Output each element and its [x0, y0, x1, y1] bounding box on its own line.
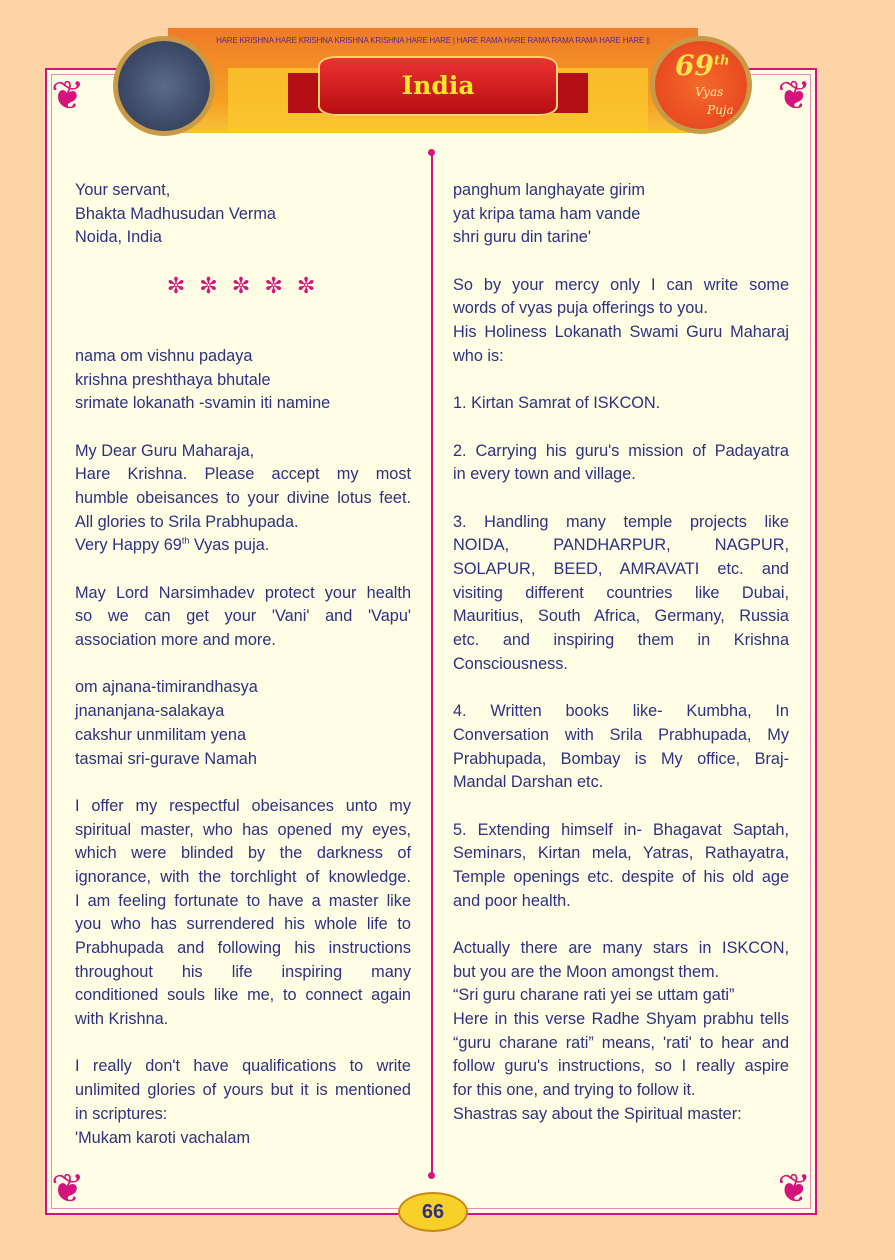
text-line: 1. Kirtan Samrat of ISKCON. — [453, 394, 661, 413]
text-line: krishna preshthaya bhutale — [75, 370, 271, 389]
text-line: Mauritius, South Africa, Germany, Russia — [453, 607, 789, 626]
text-line: tasmai sri-gurave Namah — [75, 749, 257, 768]
page-title: India — [401, 71, 475, 100]
text-line: All glories to Srila Prabhupada. — [75, 512, 299, 531]
text-line: His Holiness Lokanath Swami Guru Maharaj — [453, 323, 789, 342]
text-line: 5. Extending himself in- Bhagavat Saptah, — [453, 820, 789, 839]
text-line: humble obeisances to your divine lotus feet. — [75, 488, 411, 507]
text-line: Noida, India — [75, 228, 162, 247]
text-line: I am feeling fortunate to have a master like — [75, 891, 411, 910]
text-line — [453, 676, 789, 700]
text-line: I really don't have qualifications to write — [75, 1057, 411, 1076]
text-line: Consciousness. — [453, 654, 568, 673]
text-line: and poor health. — [453, 891, 571, 910]
text-line — [453, 795, 789, 819]
text-line: yat kripa tama ham vande — [453, 204, 641, 223]
text-line: in scriptures: — [75, 1104, 168, 1123]
corner-ornament-icon: ❦ — [51, 74, 85, 118]
mantra-text: HARE KRISHNA HARE KRISHNA KRISHNA KRISHNA HARE HARE | HARE RAMA HARE RAMA RAMA RAMA HARE HARE || — [216, 36, 650, 45]
text-line: My Dear Guru Maharaja, — [75, 441, 255, 460]
badge-line2: Puja — [707, 103, 734, 117]
text-line: I offer my respectful obeisances unto my — [75, 796, 411, 815]
divider-dot — [428, 149, 435, 156]
text-line: Actually there are many stars in ISKCON, — [453, 939, 789, 957]
text-line: Hare Krishna. Please accept my most — [75, 465, 411, 484]
text-line: So by your mercy only I can write some — [453, 275, 789, 294]
text-segment: Very Happy 69 — [75, 536, 182, 555]
text-line: SOLAPUR, BEED, AMRAVATI etc. and — [453, 560, 789, 578]
text-line: Your servant, — [75, 181, 171, 199]
text-line: ignorance, with the torchlight of knowledge. — [75, 867, 411, 886]
text-line: om ajnana-timirandhasya — [75, 678, 258, 697]
text-line: “Sri guru charane rati yei se uttam gati” — [453, 986, 735, 1005]
text-line: Here in this verse Radhe Shyam prabhu tells — [453, 1010, 789, 1029]
corner-ornament-icon: ❦ — [777, 1167, 811, 1211]
corner-ornament-icon: ❦ — [777, 74, 811, 118]
text-line — [75, 653, 411, 677]
text-line — [75, 534, 411, 558]
page-number: 66 — [398, 1192, 468, 1232]
text-line: for this one, and trying to follow it. — [453, 1081, 696, 1100]
text-line: “guru charane rati” means, 'rati' to hear and — [453, 1033, 789, 1052]
text-line: words of vyas puja offerings to you. — [453, 299, 708, 318]
text-line: so we can get your 'Vani' and 'Vapu' — [75, 607, 411, 626]
text-line — [75, 297, 411, 321]
text-line: which were blinded by the darkness of — [75, 844, 411, 863]
text-line: etc. and inspiring them in Krishna — [453, 631, 789, 650]
title-ribbon — [318, 56, 558, 116]
right-column — [453, 179, 789, 1127]
text-line: but you are the Moon amongst them. — [453, 962, 720, 981]
text-line: visiting different countries like Dubai, — [453, 583, 789, 602]
text-line — [453, 913, 789, 937]
divider-dot — [428, 1172, 435, 1179]
separator-stars: ✼ ✼ ✼ ✼ ✼ — [166, 272, 320, 298]
text-line: Bhakta Madhusudan Verma — [75, 204, 276, 223]
text-line — [453, 416, 789, 440]
text-line — [75, 250, 411, 274]
text-line: Seminars, Kirtan mela, Yatras, Rathayatra, — [453, 844, 789, 863]
badge-number: 69 — [675, 49, 714, 82]
left-column — [75, 179, 411, 1150]
vyas-puja-badge — [650, 36, 752, 134]
text-line — [453, 487, 789, 511]
text-line: Prabhupada, Bombay is My office, Braj- — [453, 749, 789, 768]
text-segment: Vyas puja. — [189, 536, 270, 555]
text-line: Temple openings etc. despite of his old age — [453, 867, 789, 886]
text-line: conditioned souls like me, to connect again — [75, 986, 411, 1005]
badge-line1: Vyas — [695, 85, 724, 99]
text-line: 3. Handling many temple projects like — [453, 512, 789, 531]
text-line — [453, 369, 789, 393]
text-line: in every town and village. — [453, 465, 636, 484]
badge-suffix: th — [713, 53, 730, 69]
column-divider — [431, 152, 433, 1175]
text-line: spiritual master, who has opened my eyes, — [75, 820, 411, 839]
text-line: unlimited glories of yours but it is mentioned — [75, 1081, 411, 1100]
text-line — [75, 558, 411, 582]
text-line: cakshur unmilitam yena — [75, 725, 247, 744]
text-line: Prabhupada and following his instructions — [75, 939, 411, 957]
text-line: srimate lokanath -svamin iti namine — [75, 394, 331, 413]
text-line: who is: — [453, 346, 504, 365]
text-line: May Lord Narsimhadev protect your health — [75, 583, 411, 602]
text-line — [75, 416, 411, 440]
text-line: jnananjana-salakaya — [75, 702, 225, 721]
text-line: throughout his life inspiring many — [75, 962, 411, 981]
text-line: 4. Written books like- Kumbha, In — [453, 702, 789, 721]
text-line: shri guru din tarine' — [453, 228, 591, 247]
deity-medallion-image — [113, 36, 215, 136]
text-line: association more and more. — [75, 631, 276, 650]
text-line: 2. Carrying his guru's mission of Padayatra — [453, 441, 789, 460]
text-line: Shastras say about the Spiritual master: — [453, 1104, 742, 1123]
text-line: with Krishna. — [75, 1010, 169, 1029]
corner-ornament-icon: ❦ — [51, 1167, 85, 1211]
text-line: follow guru's instructions, so I really aspire — [453, 1057, 789, 1076]
text-line: NOIDA, PANDHARPUR, NAGPUR, — [453, 536, 789, 555]
text-line: 'Mukam karoti vachalam — [75, 1128, 251, 1147]
text-line: panghum langhayate girim — [453, 181, 645, 199]
text-line — [75, 771, 411, 795]
text-line — [75, 1032, 411, 1056]
header-banner — [168, 28, 698, 133]
text-line — [453, 250, 789, 274]
superscript: th — [181, 535, 190, 546]
text-line: Mandal Darshan etc. — [453, 773, 604, 792]
text-line: Conversation with Srila Prabhupada, My — [453, 725, 789, 744]
text-line: you who has surrendered his whole life to — [75, 915, 411, 934]
text-line: nama om vishnu padaya — [75, 346, 253, 365]
text-line — [75, 321, 411, 345]
